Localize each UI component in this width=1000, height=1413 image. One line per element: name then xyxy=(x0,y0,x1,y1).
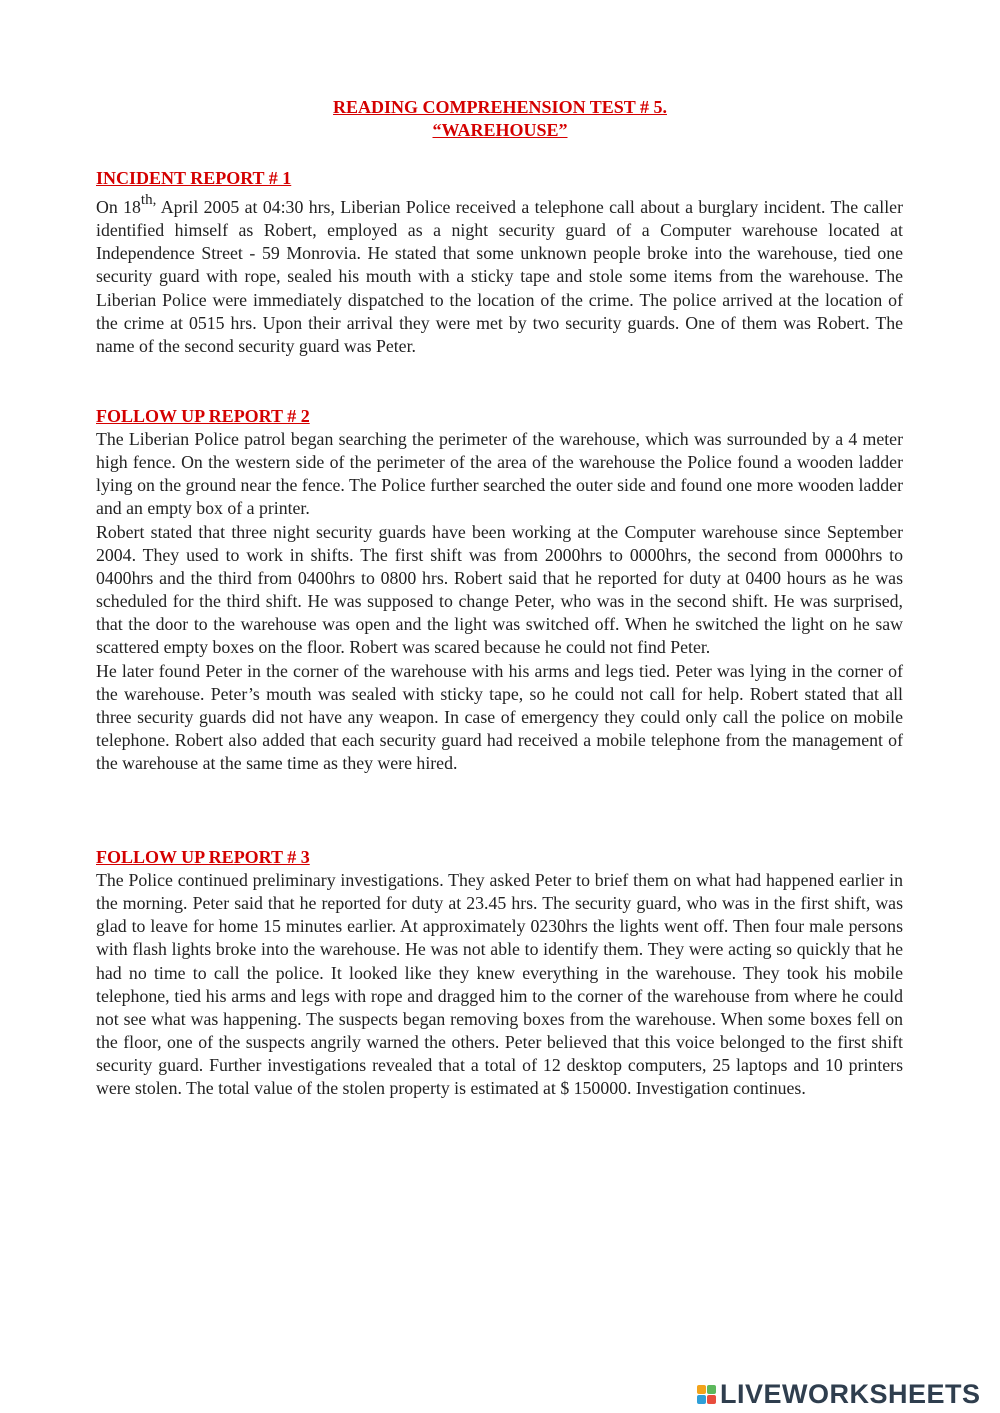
follow-up-report-3-text xyxy=(96,869,903,1101)
report2-paragraph-1: The Liberian Police patrol began searching the perimeter of the warehouse, which was surrounded by a 4 meter high fence. On the western side of the perimeter of the area of the warehouse the Police found a wooden ladder lying on the ground near the fence. The Police further searched the outer side and found one more wooden ladder and an empty box of a printer. xyxy=(96,429,903,519)
follow-up-report-3-heading: FOLLOW UP REPORT # 3 xyxy=(96,847,310,867)
report3-paragraph: The Police continued preliminary investigations. They asked Peter to brief them on what had happened earlier in the morning. Peter said that he reported for duty at 23.45 hrs. The security guard, who was in the first shift, was glad to leave for home 15 minutes earlier. At approximately 0230hrs the lights went off. Then four male persons with flash lights broke into the warehouse. He was not able to identify them. They were acting so quickly that he had no time to call the police. It looked like they knew everything in the warehouse. They took his mobile telephone, tied his arms and legs with rope and dragged him to the corner of the warehouse from where he could not see what was happening. The suspects began removing boxes from the warehouse. When some boxes fell on the floor, one of the suspects angrily warned the others. Peter believed that this voice belonged to the first shift security guard. Further investigations revealed that a total of 12 desktop computers, 25 laptops and 10 printers were stolen. The total value of the stolen property is estimated at $ 150000. Investigation continues. xyxy=(96,870,903,1099)
incident-report-1-text xyxy=(96,192,903,358)
incident-report-1-paragraph xyxy=(96,192,903,358)
logo-text: LIVEWORKSHEETS xyxy=(720,1378,981,1409)
liveworksheets-logo xyxy=(697,1378,981,1410)
report1-text-rest: April 2005 at 04:30 hrs, Liberian Police received a telephone call about a burglary incident. The caller identified himself as Robert, employed as a night security guard of a Computer warehouse located at Independence Street - 59 Monrovia. He stated that some unknown people broke into the warehouse, tied one security guard with rope, sealed his mouth with a sticky tape and stole some items from the warehouse. The Liberian Police were immediately dispatched to the location of the crime. The police arrived at the location of the crime at 0515 hrs. Upon their arrival they were met by two security guards. One of them was Robert. The name of the second security guard was Peter. xyxy=(96,197,903,356)
report2-paragraph-2: Robert stated that three night security guards have been working at the Computer warehouse since September 2004. They used to work in shifts. The first shift was from 2000hrs to 0000hrs, the second from 0000hrs to 0400hrs and the third from 0400hrs to 0800 hrs. Robert said that he reported for duty at 0400 hours as he was scheduled for the third shift. He was supposed to change Peter, who was in the second shift. He was surprised, that the door to the warehouse was open and the light was switched off. When he switched the light on he saw scattered empty boxes on the floor. Robert was scared because he could not find Peter. xyxy=(96,521,903,658)
report2-paragraph-3: He later found Peter in the corner of the warehouse with his arms and legs tied. Peter was lying in the corner of the warehouse. Peter’s mouth was sealed with sticky tape, so he could not call for help. Robert stated that all three security guards did not have any weapon. In case of emergency they could only call the police on mobile telephone. Robert also added that each security guard had received a mobile telephone from the management of the warehouse at the same time as they were hired. xyxy=(96,660,903,774)
title-line-2: “WAREHOUSE” xyxy=(432,120,568,140)
report1-superscript: th, xyxy=(140,192,157,208)
report1-text-start: On 18 xyxy=(96,197,141,217)
document-title xyxy=(0,96,1000,142)
follow-up-report-2-text xyxy=(96,428,903,775)
logo-mark-icon xyxy=(697,1385,716,1404)
incident-report-1-heading: INCIDENT REPORT # 1 xyxy=(96,168,292,188)
title-line-1: READING COMPREHENSION TEST # 5. xyxy=(333,97,667,117)
follow-up-report-2-heading: FOLLOW UP REPORT # 2 xyxy=(96,406,310,426)
